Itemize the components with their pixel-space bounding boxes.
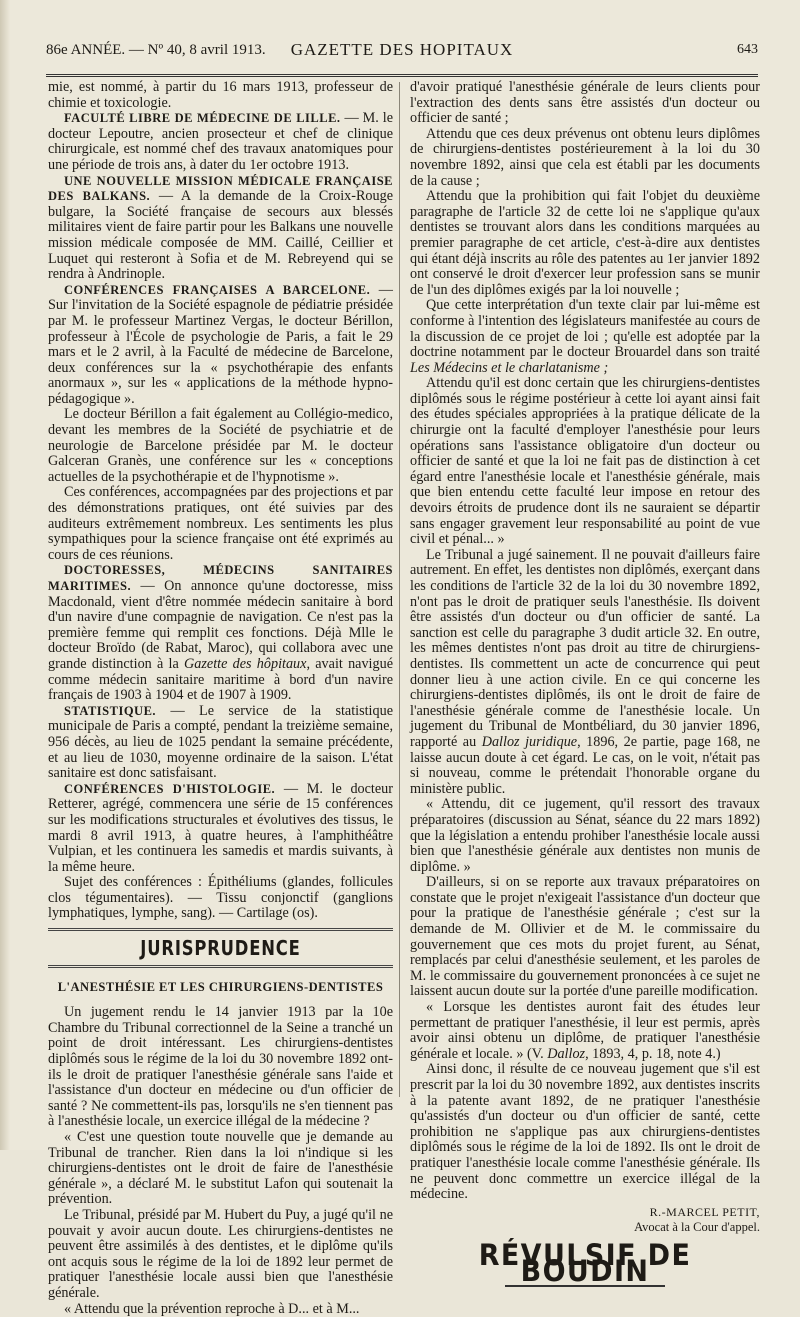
news-item: UNE NOUVELLE MISSION MÉDICALE FRANÇAISE DES BALKANS. — A la demande de la Croix-Rouge bulgare, la Société française de secours aux blessés militaires vient de faire partir pour les Balkans une nouvelle mission médicale composée de MM. Caillé, Ceillier et Luquet qui resteront à Sofia et de M. Rebreyend qui se rendra à Andrinople. [48, 173, 393, 283]
news-item: FACULTÉ LIBRE DE MÉDECINE DE LILLE. — M. le docteur Lepoutre, ancien prosecteur et chef de clinique chirurgicale, est nommé chef des travaux anatomiques pour une période de trois ans, à dater du 1er octobre 1913. [48, 110, 393, 173]
paragraph: « Attendu que la prévention reproche à D... et à M... [64, 1300, 360, 1317]
paragraph: Un jugement rendu le 14 janvier 1913 par la 10e Chambre du Tribunal correctionnel de la Seine a tranché un point de droit intéressant. Les chirurgiens-dentistes diplômés sous le régime de la loi du 30 novembre 1892 ont-ils le droit de pratiquer l'anesthésie générale sans l'aide et l'assistance d'un docteur en médecine ou d'un officier de santé ? Ne commettent-ils pas, lorsqu'ils ne s'en tiennent pas à l'anesthésie locale, un exercice illégal de la médecine ? [48, 1004, 393, 1130]
paragraph: Ces conférences, accompagnées par des projections et par des démonstrations pratiques, ont été suivies par des auditeurs extrêmement nombreux. Les sentiments les plus sympathiques pour la science française ont été exprimés au cours de ces réunions. [48, 484, 393, 563]
paragraph: Le Tribunal a jugé sainement. Il ne pouvait d'ailleurs faire autrement. En effet, les dentistes non diplômés, exerçant dans les conditions de l'article 32 de la loi du 30 novembre 1892, n'ont pas le droit de pratiquer seuls l'anesthésie. Ils doivent être assistés d'un docteur ou d'un officier de santé. La sanction est celle du paragraphe 3 dudit article 32. En outre, les mêmes dentistes n'ont pas droit au titre de chirurgiens-dentistes. Ils commettent un acte de concurrence qui peut donner lieu à une action civile. En ce qui concerne les chirurgiens-dentistes diplômés, ils ont le droit de faire de l'anesthésie générale comme de l'anesthésie locale. Un jugement du Tribunal de Montbéliard, du 30 janvier 1896, rapporté au Dalloz juridique, 1896, 2e partie, page 168, ne laisse aucun doute à cet égard. Le cas, on le voit, n'était pas si nouveau, comme le prétendait l'honorable organe du ministère public. [410, 546, 760, 797]
news-heading: FACULTÉ LIBRE DE MÉDECINE DE LILLE. [64, 111, 341, 126]
right-column [410, 80, 760, 1287]
paragraph: Le Tribunal, présidé par M. Hubert du Puy, a jugé qu'il ne pouvait y avoir aucun doute. Les chirurgiens-dentistes ne peuvent être assimilés à des dentistes, et le diplôme qu'ils ont acquis sous le régime de la loi de 1892 leur permet de pratiquer l'anesthésie locale aussi bien que l'anesthésie générale. [48, 1206, 393, 1301]
paragraph: Que cette interprétation d'un texte clair par lui-même est conforme à l'intention des législateurs manifestée au cours de la discussion de ce projet de loi ; qu'elle est adoptée par la doctrine notamment par le docteur Brouardel dans son traité Les Médecins et le charlatanisme ; [410, 297, 760, 376]
ornamental-rule [505, 1285, 665, 1287]
author-role: Avocat à la Cour d'appel. [634, 1220, 760, 1235]
section-rule [48, 928, 393, 933]
paragraph: D'ailleurs, si on se reporte aux travaux préparatoires on constate que le projet n'exigeait l'assistance d'un docteur que pour la pratique de l'anesthésie générale ; c'est sur la demande de M. Ollivier et de M. le commissaire du gouvernement que ces mots du projet furent, au Sénat, remplacés par celui d'anesthésie seulement, et les paroles de M. le commissaire du gouvernement prononcées à ce sujet ne laissent aucun doute sur la portée d'une pareille modification. [410, 874, 760, 1000]
paragraph: Ainsi donc, il résulte de ce nouveau jugement que s'il est prescrit par la loi du 30 novembre 1892, aux dentistes inscrits à la patente avant 1892, de ne pratiquer l'anesthésie qu'assistés d'un docteur ou d'un officier de santé, cette prohibition ne s'applique pas aux chirurgiens-dentistes diplômés sous le régime de la loi de 1892. Ils ont le droit de pratiquer l'anesthésie locale comme l'anesthésie générale. Ils ne peuvent donc commettre un exercice illégal de la médecine. [410, 1061, 760, 1203]
advertisement: RÉVULSIF DE BOUDIN [478, 1237, 692, 1288]
paragraph: Sujet des conférences : Épithéliums (glandes, follicules clos tégumentaires). — Tissu conjonctif (ganglions lymphatiques, lymphe, sang). — Cartilage (os). [48, 874, 393, 922]
article-title: L'ANESTHÉSIE ET LES CHIRURGIENS-DENTISTES [57, 979, 384, 994]
journal-title: GAZETTE DES HOPITAUX [290, 40, 514, 59]
page-edge [0, 0, 10, 1150]
paragraph: Attendu qu'il est donc certain que les chirurgiens-dentistes diplômés sous le régime postérieur à cette loi ayant ainsi fait des études spéciales appropriées à la pratique délicate de la chirurgie ont la faculté d'employer l'anesthésie pour leurs opérations sans l'assistance obligatoire d'un docteur ou officier de santé et que la loi ne fait pas de distinction à cet égard entre l'anesthésie locale et l'anesthésie générale, mais que bien entendu cette faculté leur impose en retour des devoirs étroits de prudence dont ils ne sauraient se départir sans engager gravement leur responsabilité au point de vue civil et pénal... » [410, 375, 760, 548]
news-item: CONFÉRENCES FRANÇAISES A BARCELONE. — Sur l'invitation de la Société espagnole de pédiatrie présidée par M. le professeur Martinez Vergas, le docteur Bérillon, professeur à l'École de psychologie de Paris, a fait le 29 mars et le 2 avril, à la Faculté de médecine de Barcelone, deux conférences sur la « psychothérapie des enfants anormaux », sur les « applications de la méthode hypno-pédagogique ». [48, 281, 393, 407]
paragraph: d'avoir pratiqué l'anesthésie générale de leurs clients pour l'extraction des dents sans être assistés d'un docteur ou officier de santé ; [410, 79, 760, 127]
news-heading: UNE NOUVELLE MISSION MÉDICALE FRANÇAISE DES BALKANS. [48, 173, 393, 204]
news-heading: DOCTORESSES, MÉDECINS SANITAIRES MARITIMES. [48, 563, 393, 593]
news-heading: CONFÉRENCES D'HISTOLOGIE. [64, 781, 276, 796]
author-signature: R.-MARCEL PETIT, [649, 1204, 760, 1219]
news-item: DOCTORESSES, MÉDECINS SANITAIRES MARITIMES. — On annonce qu'une doctoresse, miss Macdonald, vient d'être nommée médecin sanitaire à bord d'un navire d'une compagnie de navigation. Ce n'est pas la première femme qui remplit ces fonctions. Déjà Mlle le docteur Broïdo (de Rabat, Maroc), qui collabora avec une grande distinction à la Gazette des hôpitaux, avait navigué comme médecin sanitaire maritime à bord d'un navire français de 1903 à 1904 et de 1907 à 1909. [48, 563, 393, 704]
news-item: STATISTIQUE. — Le service de la statistique municipale de Paris a compté, pendant la treizième semaine, 956 décès, au lieu de 1025 pendant la semaine précédente, et au lieu de 1030, moyenne ordinaire de la saison. L'état sanitaire est donc satisfaisant. [48, 702, 393, 782]
left-column [48, 80, 393, 1317]
column-separator [399, 82, 400, 1097]
paragraph: « Attendu, dit ce jugement, qu'il ressort des travaux préparatoires (discussion au Sénat, séance du 22 mars 1892) que la législation a entendu prohiber l'anesthésie locale aussi bien que l'anesthésie générale aux dentistes non munis de diplôme. » [410, 796, 760, 875]
paragraph: mie, est nommé, à partir du 16 mars 1913, professeur de chimie et toxicologie. [48, 79, 393, 111]
paragraph: « C'est une question toute nouvelle que je demande au Tribunal de trancher. Rien dans la loi n'indique si les chirurgiens-dentistes ont le droit de faire de l'anesthésie générale », a déclaré M. le substitut Lafon qui soutenait la prévention. [48, 1129, 393, 1208]
page-number: 643 [737, 42, 758, 57]
paragraph: Attendu que la prohibition qui fait l'objet du deuxième paragraphe de l'article 32 de cette loi ne s'applique qu'aux dentistes se trouvant alors dans les conditions marquées au premier paragraphe de cet article, c'est-à-dire aux dentistes qui étant déjà inscrits au rôle des patentes au 1er janvier 1892 ont conservé le droit d'exercer leur profession sans se munir de l'un des diplômes exigés par la loi nouvelle ; [410, 188, 760, 298]
news-heading: CONFÉRENCES FRANÇAISES A BARCELONE. [64, 282, 371, 297]
news-heading: STATISTIQUE. [64, 703, 157, 718]
paragraph: « Lorsque les dentistes auront fait des études leur permettant de pratiquer l'anesthésie, il leur est permis, après avoir ainsi obtenu un diplôme, de pratiquer l'anesthésie générale et locale. » (V. Dalloz, 1893, 4, p. 18, note 4.) [410, 999, 760, 1062]
section-rule [48, 965, 393, 970]
issue-line: 86e ANNÉE. — Nº 40, 8 avril 1913. [46, 42, 266, 58]
news-item: CONFÉRENCES D'HISTOLOGIE. — M. le docteur Retterer, agrégé, commencera une série de 15 conférences sur les modifications structurales et évolutives des tissus, le mardi 8 avril 1913, à quatre heures, à l'amphithéâtre Vulpian, et les continuera les samedis et mardis suivants, à la même heure. [48, 780, 393, 875]
page-header [46, 40, 758, 60]
paragraph: Le docteur Bérillon a fait également au Collégio-medico, devant les membres de la Société de psychiatrie et de neurologie de Barcelone présidée par M. le docteur Galceran Granès, une conférence sur les « conceptions actuelles de la psychothérapie et de l'hypnotisme ». [48, 406, 393, 485]
section-heading: JURISPRUDENCE [140, 936, 301, 961]
paragraph: Attendu que ces deux prévenus ont obtenu leurs diplômes de chirurgiens-dentistes postérieurement à la loi du 30 novembre 1892, ainsi que cela est établi par les documents de la cause ; [410, 125, 760, 189]
